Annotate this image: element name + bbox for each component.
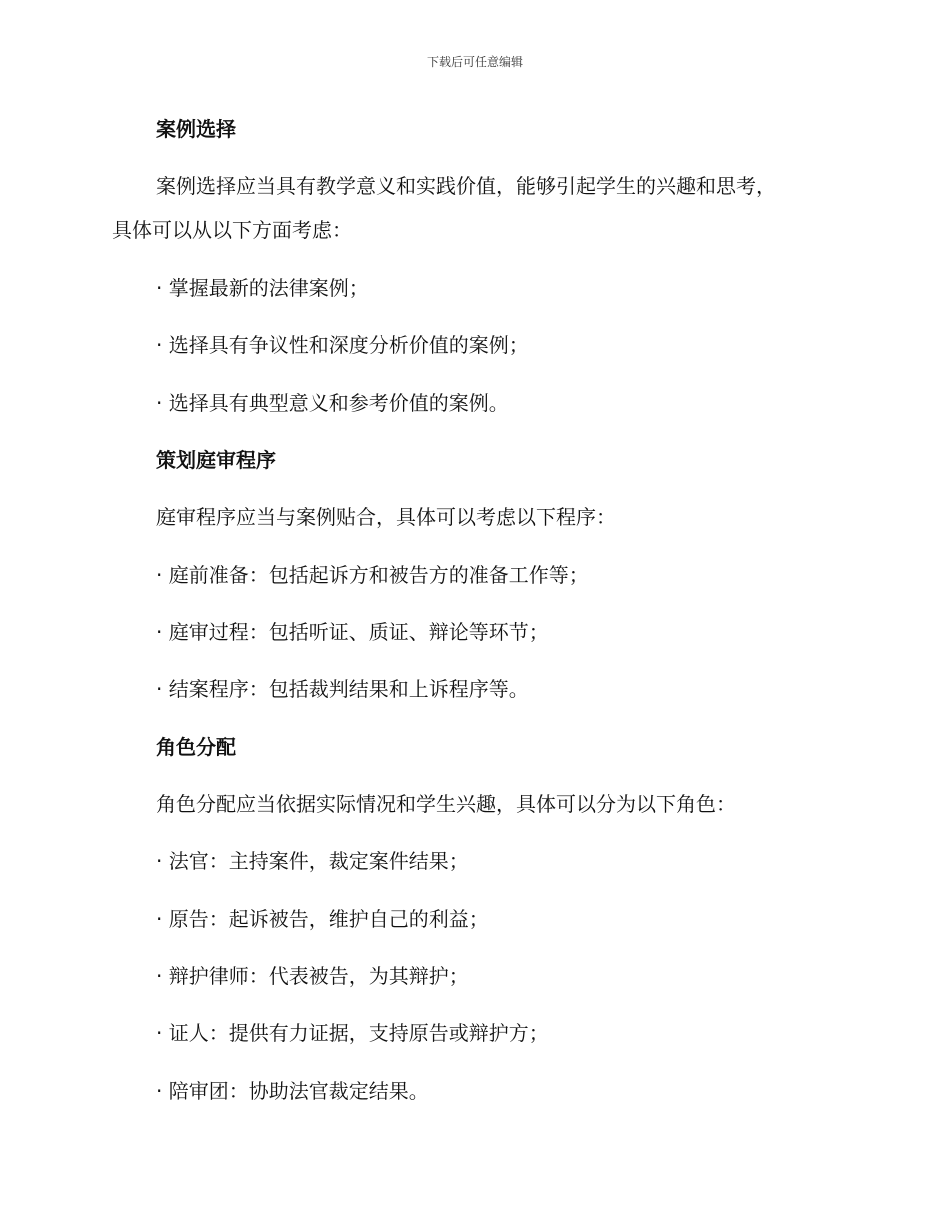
list-item: · 庭审过程：包括听证、质证、辩论等环节； [156, 620, 549, 644]
list-item: · 证人：提供有力证据，支持原告或辩护方； [156, 1021, 549, 1045]
list-item: · 结案程序：包括裁判结果和上诉程序等。 [156, 677, 529, 701]
list-item: · 法官：主持案件，裁定案件结果； [156, 849, 469, 873]
list-item: · 陪审团：协助法官裁定结果。 [156, 1079, 429, 1103]
list-item: · 掌握最新的法律案例； [156, 276, 369, 300]
paragraph-case-selection-line1: 案例选择应当具有教学意义和实践价值，能够引起学生的兴趣和思考， [156, 174, 776, 198]
paragraph-role-assignment: 角色分配应当依据实际情况和学生兴趣，具体可以分为以下角色： [156, 792, 736, 816]
list-item: · 选择具有争议性和深度分析价值的案例； [156, 333, 529, 357]
list-item: · 辩护律师：代表被告，为其辩护； [156, 964, 469, 988]
section-heading-trial-procedure: 策划庭审程序 [156, 448, 276, 472]
list-item: · 选择具有典型意义和参考价值的案例。 [156, 391, 509, 415]
paragraph-case-selection-line2: 具体可以从以下方面考虑： [112, 218, 352, 242]
header-note: 下载后可任意编辑 [426, 55, 523, 69]
section-heading-case-selection: 案例选择 [156, 117, 236, 141]
paragraph-trial-procedure: 庭审程序应当与案例贴合，具体可以考虑以下程序： [156, 505, 616, 529]
list-item: · 庭前准备：包括起诉方和被告方的准备工作等； [156, 563, 589, 587]
section-heading-role-assignment: 角色分配 [156, 735, 236, 759]
list-item: · 原告：起诉被告，维护自己的利益； [156, 907, 489, 931]
